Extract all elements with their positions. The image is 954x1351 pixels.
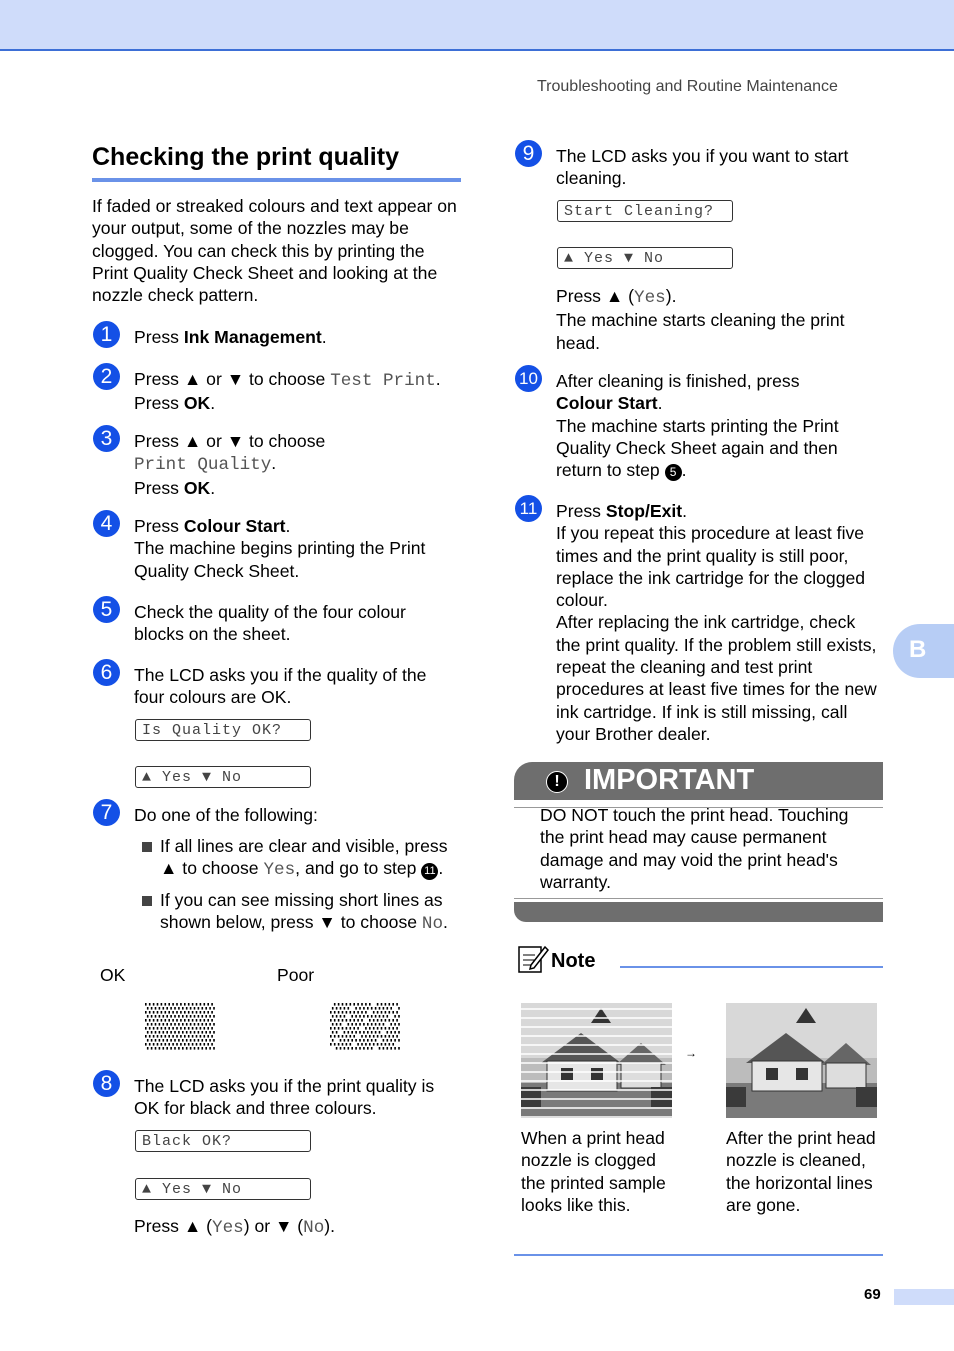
- important-label: IMPORTANT: [584, 764, 755, 796]
- step-number-9: 9: [515, 140, 542, 167]
- step-ref-badge: 5: [665, 464, 682, 481]
- important-divider: [514, 898, 883, 899]
- step-4-text: Press Colour Start. The machine begins printing the Print Quality Check Sheet.: [134, 516, 426, 581]
- step-7-bullet-2: If you can see missing short lines as shown below, press ▼ to choose No.: [142, 889, 472, 936]
- lcd-display: Is Quality OK?: [135, 719, 311, 741]
- step-8-press-text: Press ▲ (Yes) or ▼ (No).: [134, 1216, 336, 1238]
- step-6-text: The LCD asks you if the quality of the four colours are OK.: [134, 665, 427, 708]
- important-footer: [514, 902, 883, 922]
- poor-nozzle-pattern: [330, 1003, 400, 1051]
- lcd-display: ▲ Yes ▼ No: [557, 247, 733, 269]
- step-3-text: Press ▲ or ▼ to choose Print Quality. Press OK.: [134, 431, 326, 498]
- clogged-sample-photo: [521, 1003, 672, 1118]
- clogged-caption: When a print head nozzle is clogged the printed sample looks like this.: [521, 1128, 666, 1215]
- ok-label: OK: [100, 965, 126, 985]
- step-7-text: Do one of the following:: [134, 805, 318, 825]
- intro-paragraph: If faded or streaked colours and text appear on your output, some of the nozzles may be clogged. You can check this by printing the Print Quality Check Sheet and looking at the nozzle check pattern.: [92, 196, 457, 306]
- page-number: 69: [864, 1286, 881, 1303]
- step-2-text: Press ▲ or ▼ to choose Test Print. Press OK.: [134, 369, 441, 414]
- exclamation-icon: !: [546, 771, 568, 793]
- section-title: Checking the print quality: [92, 143, 399, 171]
- step-7-bullet-1: If all lines are clear and visible, press ▲ to choose Yes, and go to step 11 .: [142, 835, 472, 882]
- step-number-11: 11: [515, 495, 542, 522]
- top-banner: [0, 0, 954, 51]
- bullet-square: [142, 842, 152, 852]
- step-number-6: 6: [93, 659, 120, 686]
- appendix-tab: B: [893, 624, 954, 678]
- page-number-bar: [894, 1289, 954, 1305]
- step-11-text: Press Stop/Exit. If you repeat this procedure at least five times and the print quality is still poor, replace the ink cartridge for the clogged colour. After replacing the ink cartridge, check the print quality. If the problem still exists, repeat the cleaning and test print procedures at least five times for the new ink cartridge. If ink is still missing, call your Brother dealer.: [556, 501, 877, 744]
- step-5-text: Check the quality of the four colour blocks on the sheet.: [134, 602, 406, 645]
- step-9-press-text: Press ▲ (Yes). The machine starts cleaning the print head.: [556, 286, 845, 353]
- lcd-display: Black OK?: [135, 1130, 311, 1152]
- step-8-text: The LCD asks you if the print quality is OK for black and three colours.: [134, 1076, 435, 1119]
- step-number-8: 8: [93, 1070, 120, 1097]
- lcd-display: ▲ Yes ▼ No: [135, 1178, 311, 1200]
- step-9-text: The LCD asks you if you want to start cleaning.: [556, 146, 849, 189]
- note-rule: [620, 966, 883, 968]
- running-header: Troubleshooting and Routine Maintenance: [537, 78, 838, 95]
- step-number-7: 7: [93, 799, 120, 826]
- step-ref-badge: 11: [421, 863, 438, 880]
- lcd-display: Start Cleaning?: [557, 200, 733, 222]
- step-number-4: 4: [93, 510, 120, 537]
- ok-nozzle-pattern: [145, 1003, 215, 1051]
- note-pencil-icon: [517, 943, 549, 975]
- step-number-10: 10: [515, 365, 542, 392]
- important-header: [514, 762, 883, 800]
- important-text: DO NOT touch the print head. Touching the print head may cause permanent damage and may void the print head's warranty.: [540, 805, 849, 892]
- step-number-5: 5: [93, 596, 120, 623]
- lcd-display: ▲ Yes ▼ No: [135, 766, 311, 788]
- step-number-1: 1: [93, 321, 120, 348]
- bullet-square: [142, 896, 152, 906]
- note-label: Note: [551, 950, 596, 972]
- arrow-icon: →: [685, 1046, 697, 1060]
- step-number-3: 3: [93, 425, 120, 452]
- step-1-text: Press Ink Management.: [134, 327, 327, 347]
- title-underline: [92, 178, 461, 182]
- note-bottom-rule: [514, 1254, 883, 1256]
- poor-label: Poor: [277, 965, 315, 985]
- step-number-2: 2: [93, 363, 120, 390]
- step-10-text: After cleaning is finished, press Colour Start. The machine starts printing the Print Quality Check Sheet again and then return to step 5 .: [556, 371, 839, 481]
- cleaned-caption: After the print head nozzle is cleaned, the horizontal lines are gone.: [726, 1128, 876, 1215]
- cleaned-sample-photo: [726, 1003, 877, 1118]
